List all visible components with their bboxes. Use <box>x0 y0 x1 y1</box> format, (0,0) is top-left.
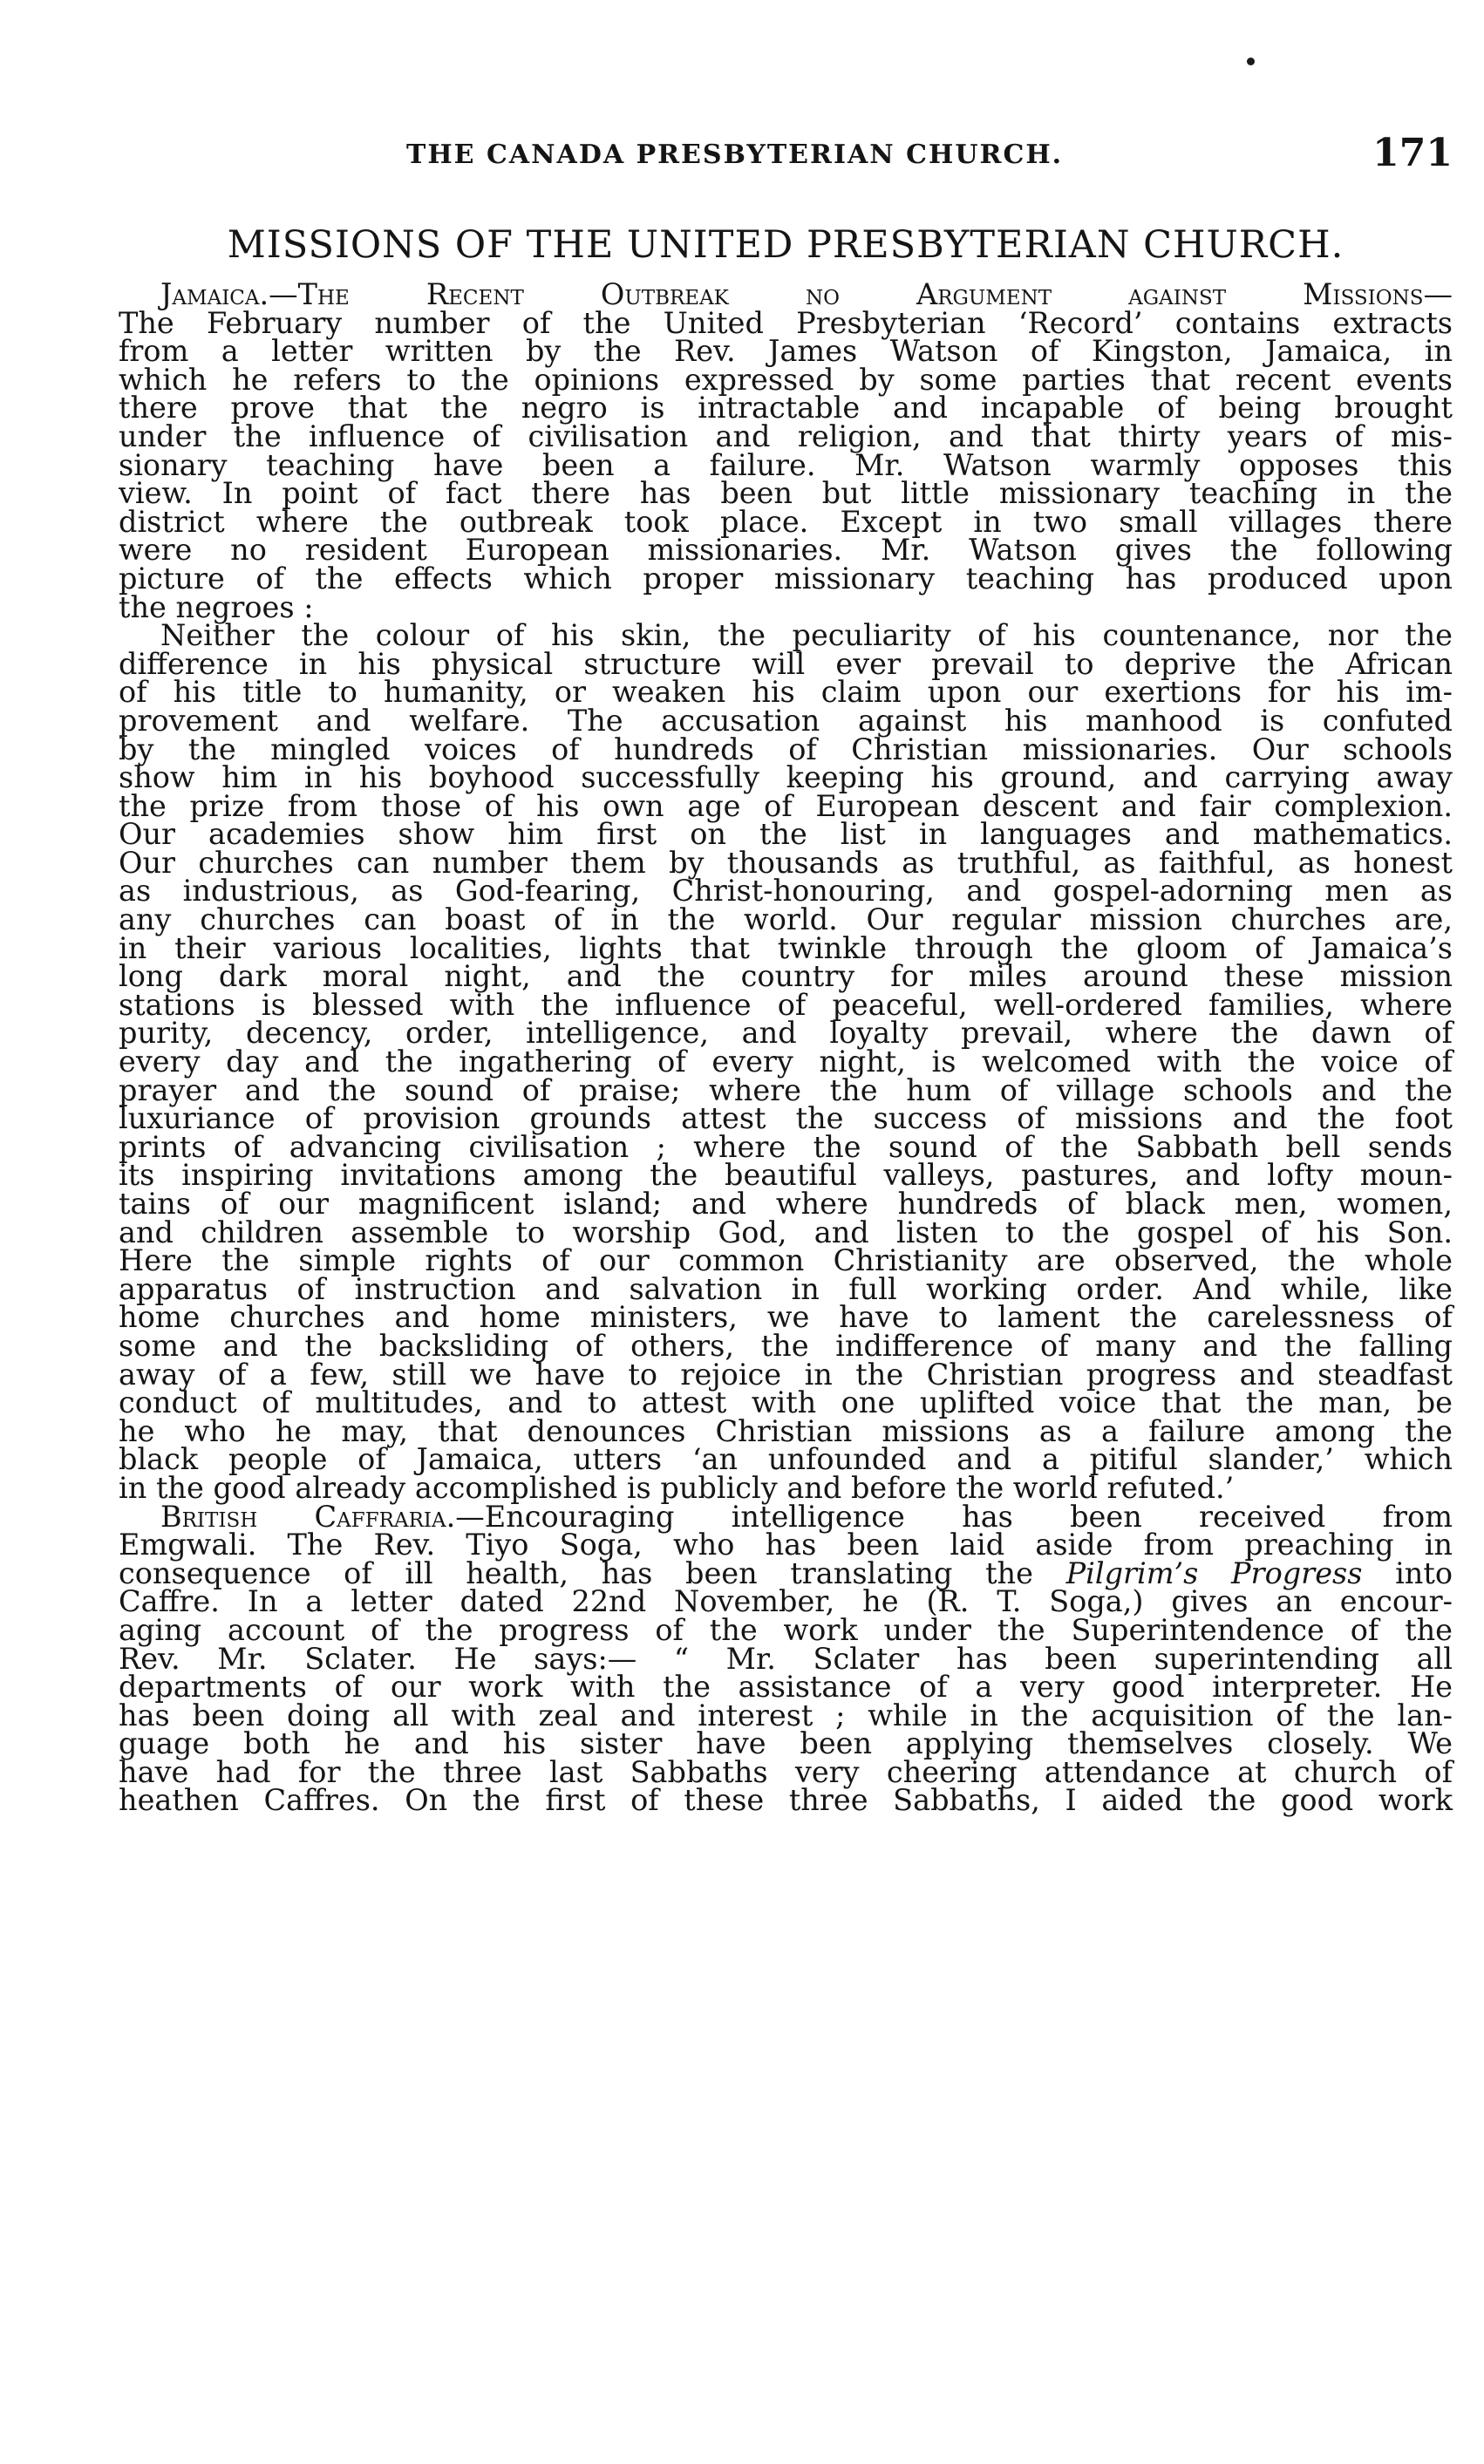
text-line: were no resident European missionaries. Mr. Watson gives the following <box>119 533 1453 568</box>
text-line: have had for the three last Sabbaths very cheering attendance at church of <box>119 1754 1453 1789</box>
quote-line: and children assemble to worship God, and listen to the gospel of his Son. <box>119 1215 1453 1249</box>
quote-line: purity, decency, order, intelligence, and loyalty prevail, where the dawn of <box>119 1016 1453 1051</box>
quote-line: black people of Jamaica, utters ‘an unfounded and a pitiful slander,’ which <box>119 1442 1453 1477</box>
quote-line: the prize from those of his own age of European descent and fair complexion. <box>119 788 1453 823</box>
quote-line: in the good already accomplished is publicly and before the world refuted.’ <box>119 1470 1235 1505</box>
book-title: Pilgrim’s Progress <box>1065 1555 1363 1590</box>
quote-line: by the mingled voices of hundreds of Christian missionaries. Our schools <box>119 732 1453 766</box>
text-line: guage both he and his sister have been applying themselves closely. We <box>119 1726 1453 1761</box>
text-line: view. In point of fact there has been but little missionary teaching in the <box>119 476 1453 511</box>
text-line: picture of the effects which proper missionary teaching has produced upon <box>119 561 1453 596</box>
running-title: THE CANADA PRESBYTERIAN CHURCH. <box>406 140 1064 170</box>
text-line: The February number of the United Presbyterian ‘Record’ contains extracts <box>119 305 1453 340</box>
quote-line: some and the backsliding of others, the indifference of many and the falling <box>119 1328 1453 1363</box>
text-line: which he refers to the opinions expressed by some parties that recent events <box>119 362 1453 397</box>
text-line: departments of our work with the assistance of a very good interpreter. He <box>119 1670 1453 1705</box>
quote-line: tains of our magnificent island; and where hundreds of black men, women, <box>119 1187 1453 1221</box>
jamaica-heading-text: Jamaica.—The Recent Outbreak no Argument against Missions— <box>160 277 1453 311</box>
quote-line: prayer and the sound of praise; where the hum of village schools and the <box>119 1072 1453 1107</box>
text-line: under the influence of civilisation and religion, and that thirty years of mis- <box>119 419 1453 453</box>
text-line: heathen Caffres. On the first of these three Sabbaths, I aided the good work <box>119 1783 1453 1818</box>
page-number: 171 <box>1372 131 1453 175</box>
quote-line: luxuriance of provision grounds attest the success of missions and the foot <box>119 1101 1453 1136</box>
quote-line: away of a few, still we have to rejoice in the Christian progress and steadfast <box>119 1357 1453 1392</box>
quote-line: long dark moral night, and the country for miles around these mission <box>119 959 1453 994</box>
quote-line: conduct of multitudes, and to attest with one uplifted voice that the man, be <box>119 1385 1453 1420</box>
quote-line: show him in his boyhood successfully keeping his ground, and carrying away <box>119 760 1453 795</box>
text-line: has been doing all with zeal and interest ; while in the acquisition of the lan- <box>119 1698 1453 1732</box>
text-line: sionary teaching have been a failure. Mr. Watson warmly opposes this <box>119 447 1453 482</box>
text-line: Emgwali. The Rev. Tiyo Soga, who has been laid aside from preaching in <box>119 1528 1453 1562</box>
article-body <box>119 277 1453 1818</box>
quote-line: Our churches can number them by thousands as truthful, as faithful, as honest <box>119 845 1453 880</box>
quote-line: he who he may, that denounces Christian missions as a failure among the <box>119 1413 1453 1448</box>
article-title: MISSIONS OF THE UNITED PRESBYTERIAN CHURCH. <box>227 223 1344 267</box>
quote-line: difference in his physical structure will ever prevail to deprive the African <box>119 646 1453 681</box>
line-text: consequence of ill health, has been translating the <box>119 1555 1033 1590</box>
text-line: district where the outbreak took place. Except in two small villages there <box>119 504 1453 539</box>
quote-line: in their various localities, lights that twinkle through the gloom of Jamaica’s <box>119 930 1453 965</box>
caffraria-heading: British Caffraria. <box>160 1499 456 1534</box>
text-line: from a letter written by the Rev. James Watson of Kingston, Jamaica, in <box>119 334 1453 369</box>
caffraria-first-line-text: —Encouraging intelligence has been received from <box>455 1499 1453 1534</box>
text-line: Caffre. In a letter dated 22nd November, he (R. T. Soga,) gives an encour- <box>119 1584 1453 1619</box>
ink-speck <box>1247 58 1255 65</box>
line-text-after-title: into <box>1395 1555 1453 1590</box>
quote-line: of his title to humanity, or weaken his claim upon our exertions for his im- <box>119 675 1453 710</box>
text-line: there prove that the negro is intractable and incapable of being brought <box>119 391 1453 425</box>
quote-line: any churches can boast of in the world. Our regular mission churches are, <box>119 902 1453 937</box>
text-line: Rev. Mr. Sclater. He says:— “ Mr. Sclater has been superintending all <box>119 1641 1453 1676</box>
quote-line: Our academies show him first on the list in languages and mathematics. <box>119 817 1453 852</box>
quote-line: home churches and home ministers, we have to lament the carelessness of <box>119 1300 1453 1335</box>
jamaica-heading <box>119 277 1453 311</box>
quote-line: Neither the colour of his skin, the peculiarity of his countenance, nor the <box>160 618 1453 653</box>
quote-line: provement and welfare. The accusation against his manhood is confuted <box>119 703 1453 738</box>
quote-line: as industrious, as God-fearing, Christ-honouring, and gospel-adorning men as <box>119 874 1453 909</box>
running-head <box>119 131 1453 183</box>
quote-line: its inspiring invitations among the beautiful valleys, pastures, and lofty moun- <box>119 1158 1453 1193</box>
text-line: the negroes : <box>119 589 314 624</box>
quote-line: apparatus of instruction and salvation in full working order. And while, like <box>119 1271 1453 1306</box>
quote-line: prints of advancing civilisation ; where the sound of the Sabbath bell sends <box>119 1129 1453 1164</box>
text-line: aging account of the progress of the work under the Superintendence of the <box>119 1612 1453 1647</box>
quote-line: every day and the ingathering of every night, is welcomed with the voice of <box>119 1045 1453 1079</box>
quote-line: Here the simple rights of our common Christianity are observed, the whole <box>119 1243 1453 1278</box>
quote-line: stations is blessed with the influence of peaceful, well-ordered families, where <box>119 987 1453 1022</box>
